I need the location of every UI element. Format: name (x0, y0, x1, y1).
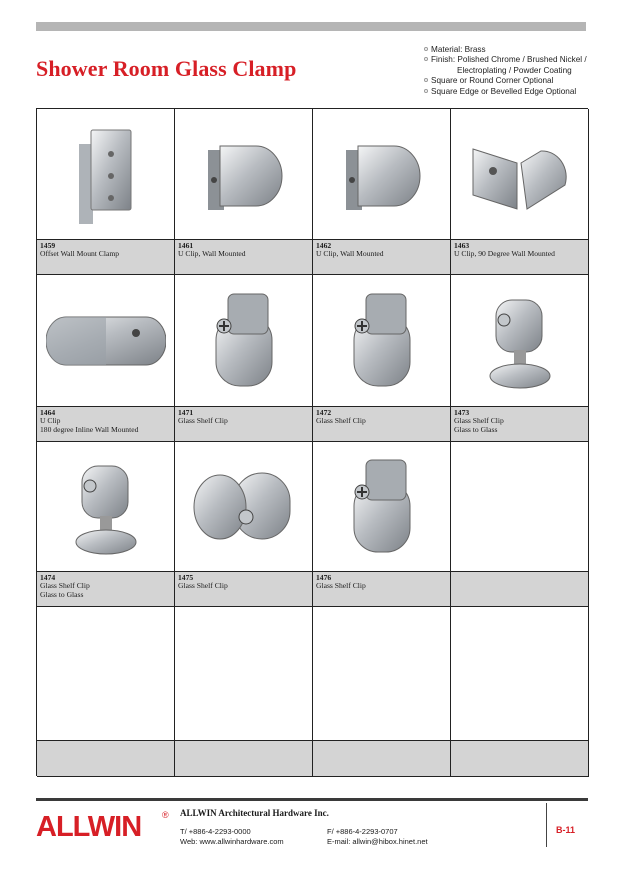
shelf-clip-photo (204, 286, 284, 396)
product-code: 1475 (178, 573, 194, 582)
company-name: ALLWIN Architectural Hardware Inc. (180, 808, 329, 818)
fax-number: F/ +886-4-2293-0707 (327, 827, 398, 836)
product-description: U Clip, Wall Mounted (178, 249, 246, 259)
bullet-icon (424, 47, 428, 51)
phone-number: T/ +886-4-2293-0000 (180, 827, 251, 836)
bullet-icon (424, 89, 428, 93)
spec-item: Square or Round Corner Optional (424, 76, 587, 86)
product-code: 1464 (40, 408, 56, 417)
contact-right (327, 827, 428, 847)
product-code: 1459 (40, 241, 56, 250)
product-caption (37, 240, 175, 275)
logo-text: ALLWIN (36, 811, 142, 841)
allwin-logo (34, 807, 174, 841)
header-bar (36, 22, 586, 31)
product-image-cell (175, 109, 313, 240)
empty-image-cell (313, 607, 451, 741)
product-caption (313, 572, 451, 607)
product-caption (175, 240, 313, 275)
spec-item: Finish: Polished Chrome / Brushed Nickel / (424, 55, 587, 65)
product-code: 1474 (40, 573, 56, 582)
shelf-clip-glass-photo (480, 286, 560, 396)
product-description: U Clip (40, 416, 61, 426)
product-image-cell (313, 442, 451, 572)
page-title: Shower Room Glass Clamp (36, 56, 297, 81)
shelf-clip-round-photo (184, 457, 304, 557)
product-image-cell (37, 275, 175, 407)
product-caption (37, 572, 175, 607)
empty-image-cell (175, 607, 313, 741)
product-code: 1462 (316, 241, 332, 250)
shelf-clip-glass-photo (66, 452, 146, 562)
product-description: 180 degree Inline Wall Mounted (40, 424, 139, 434)
product-code: 1461 (178, 241, 194, 250)
page-number: B-11 (556, 825, 576, 835)
product-image-cell (37, 109, 175, 240)
product-caption (313, 407, 451, 442)
bullet-icon (424, 78, 428, 82)
shelf-clip-photo (342, 452, 422, 562)
email-address: E-mail: allwin@hibox.hinet.net (327, 837, 428, 846)
empty-caption (175, 741, 313, 777)
product-image-cell (175, 442, 313, 572)
empty-image-cell (37, 607, 175, 741)
product-code: 1472 (316, 408, 332, 417)
product-description: Glass Shelf Clip (40, 581, 90, 591)
product-description: Glass to Glass (40, 589, 84, 599)
product-image-cell (313, 109, 451, 240)
product-code: 1463 (454, 241, 470, 250)
product-description: Glass Shelf Clip (316, 581, 366, 591)
footer-divider (36, 798, 588, 801)
product-description: Glass Shelf Clip (316, 416, 366, 426)
empty-caption (451, 572, 589, 607)
product-description: Glass Shelf Clip (178, 581, 228, 591)
product-caption (175, 572, 313, 607)
empty-image-cell (451, 442, 589, 572)
empty-caption (313, 741, 451, 777)
product-caption (451, 407, 589, 442)
spec-item-continued: Electroplating / Powder Coating (457, 65, 572, 75)
spec-item: Square Edge or Bevelled Edge Optional (424, 87, 587, 97)
contact-left (180, 827, 284, 847)
empty-caption (451, 741, 589, 777)
spec-list (424, 45, 587, 97)
product-image-cell (175, 275, 313, 407)
registered-mark: ® (162, 810, 169, 820)
product-caption (313, 240, 451, 275)
product-image-cell (451, 109, 589, 240)
product-description: Glass to Glass (454, 424, 498, 434)
product-image-cell (37, 442, 175, 572)
footer-separator (546, 803, 547, 847)
product-description: U Clip, 90 Degree Wall Mounted (454, 249, 555, 259)
product-caption (451, 240, 589, 275)
website: Web: www.allwinhardware.com (180, 837, 284, 846)
product-description: Offset Wall Mount Clamp (40, 249, 120, 259)
product-image-cell (313, 275, 451, 407)
u-clip-photo (194, 124, 294, 224)
product-code: 1471 (178, 408, 194, 417)
shelf-clip-photo (342, 286, 422, 396)
empty-caption (37, 741, 175, 777)
product-grid (36, 108, 588, 776)
product-code: 1476 (316, 573, 332, 582)
product-caption (175, 407, 313, 442)
product-code: 1473 (454, 408, 470, 417)
u-clip-90-photo (465, 129, 575, 219)
product-description: U Clip, Wall Mounted (316, 249, 384, 259)
offset-wall-clamp-photo (61, 124, 151, 224)
product-description: Glass Shelf Clip (454, 416, 504, 426)
empty-image-cell (451, 607, 589, 741)
product-caption (37, 407, 175, 442)
product-description: Glass Shelf Clip (178, 416, 228, 426)
spec-item: Material: Brass (424, 45, 587, 55)
u-clip-180-photo (46, 301, 166, 381)
u-clip-photo (332, 124, 432, 224)
product-image-cell (451, 275, 589, 407)
bullet-icon (424, 57, 428, 61)
